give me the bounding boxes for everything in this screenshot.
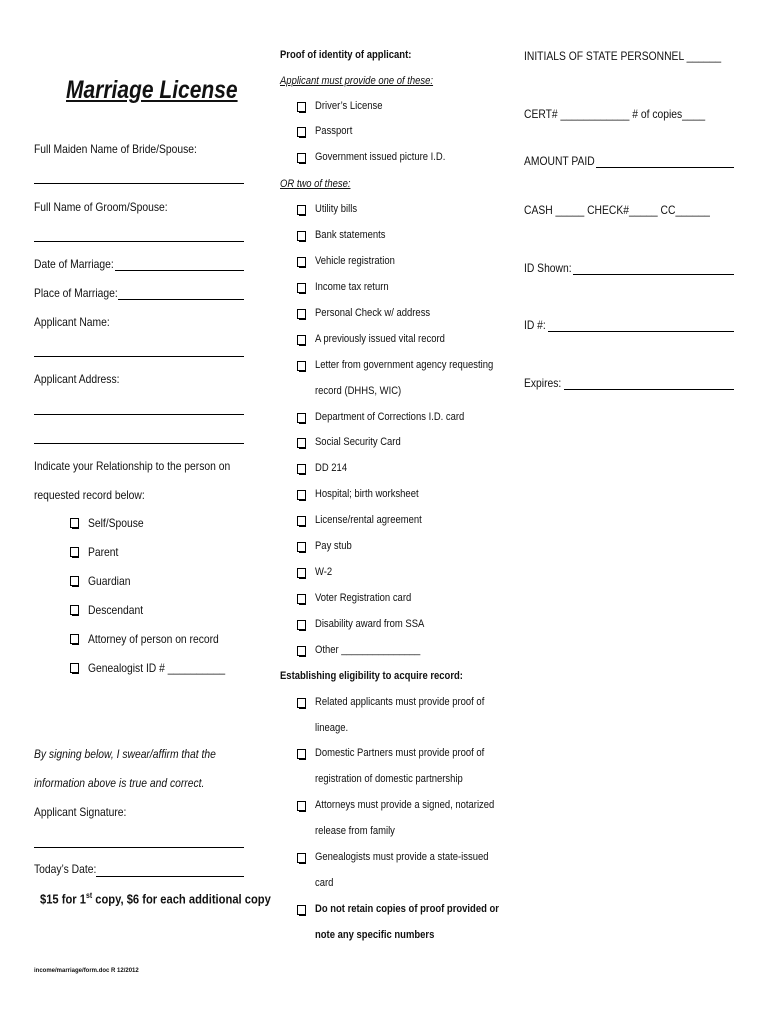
expires-label: Expires: xyxy=(524,376,562,390)
eligibility-heading: Establishing eligibility to acquire record: xyxy=(280,670,463,682)
todays-date-label: Today’s Date: xyxy=(34,862,97,876)
proof-heading: Proof of identity of applicant: xyxy=(280,49,412,61)
checkbox-icon[interactable] xyxy=(70,634,79,644)
id-number-field[interactable] xyxy=(548,331,734,332)
eligibility-rule: Genealogists must provide a state-issued xyxy=(315,851,489,863)
checkbox-icon[interactable] xyxy=(70,547,79,557)
id-option: Income tax return xyxy=(315,281,389,293)
id-option-other: Other _______________ xyxy=(315,644,421,656)
checkbox-icon[interactable] xyxy=(297,698,306,708)
id-option: Letter from government agency requesting xyxy=(315,359,494,371)
eligibility-rule-continued: lineage. xyxy=(315,722,349,734)
checkbox-icon[interactable] xyxy=(297,438,306,448)
place-of-marriage-label: Place of Marriage: xyxy=(34,286,118,300)
checkbox-icon[interactable] xyxy=(297,594,306,604)
checkbox-icon[interactable] xyxy=(70,576,79,586)
checkbox-icon[interactable] xyxy=(297,542,306,552)
must-provide-note: Applicant must provide one of these: xyxy=(280,75,434,87)
or-two-note: OR two of these: xyxy=(280,178,351,190)
amount-paid-field[interactable] xyxy=(596,167,734,168)
checkbox-icon[interactable] xyxy=(297,309,306,319)
checkbox-icon[interactable] xyxy=(297,490,306,500)
checkbox-icon[interactable] xyxy=(297,646,306,656)
eligibility-rule: Related applicants must provide proof of xyxy=(315,696,485,708)
applicant-address-field-2[interactable] xyxy=(34,443,244,444)
relationship-instruction-2: requested record below: xyxy=(34,488,145,502)
checkbox-icon[interactable] xyxy=(70,605,79,615)
checkbox-icon[interactable] xyxy=(297,568,306,578)
id-option: Hospital; birth worksheet xyxy=(315,488,419,500)
checkbox-icon[interactable] xyxy=(297,361,306,371)
applicant-address-label: Applicant Address: xyxy=(34,372,120,386)
checkbox-icon[interactable] xyxy=(297,205,306,215)
id-option: Government issued picture I.D. xyxy=(315,151,446,163)
checkbox-icon[interactable] xyxy=(70,518,79,528)
checkbox-icon[interactable] xyxy=(297,516,306,526)
id-option: Passport xyxy=(315,125,353,137)
id-option: A previously issued vital record xyxy=(315,333,445,345)
id-shown-field[interactable] xyxy=(573,274,734,275)
amount-paid-label: AMOUNT PAID xyxy=(524,154,595,168)
date-of-marriage-field[interactable] xyxy=(115,270,244,271)
maiden-name-field[interactable] xyxy=(34,183,244,184)
id-option: W-2 xyxy=(315,566,333,578)
relationship-option: Self/Spouse xyxy=(88,516,144,530)
id-option: License/rental agreement xyxy=(315,514,422,526)
relationship-instruction: Indicate your Relationship to the person on xyxy=(34,459,231,473)
checkbox-icon[interactable] xyxy=(297,853,306,863)
relationship-option: Parent xyxy=(88,545,119,559)
place-of-marriage-field[interactable] xyxy=(118,299,244,300)
expires-field[interactable] xyxy=(564,389,734,390)
relationship-option: Genealogist ID # __________ xyxy=(88,661,226,675)
eligibility-rule-continued: note any specific numbers xyxy=(315,929,435,941)
applicant-name-field[interactable] xyxy=(34,356,244,357)
applicant-address-field-1[interactable] xyxy=(34,414,244,415)
id-number-label: ID #: xyxy=(524,318,546,332)
checkbox-icon[interactable] xyxy=(297,127,306,137)
checkbox-icon[interactable] xyxy=(297,749,306,759)
checkbox-icon[interactable] xyxy=(297,102,306,112)
checkbox-icon[interactable] xyxy=(297,231,306,241)
id-option-continued: record (DHHS, WIC) xyxy=(315,385,402,397)
id-option: Personal Check w/ address xyxy=(315,307,431,319)
checkbox-icon[interactable] xyxy=(297,257,306,267)
payment-method-field[interactable]: CASH _____ CHECK#_____ CC______ xyxy=(524,203,710,217)
date-of-marriage-label: Date of Marriage: xyxy=(34,257,114,271)
eligibility-rule-continued: registration of domestic partnership xyxy=(315,773,463,785)
relationship-option: Descendant xyxy=(88,603,144,617)
id-shown-label: ID Shown: xyxy=(524,261,572,275)
id-option: Voter Registration card xyxy=(315,592,412,604)
initials-field[interactable]: INITIALS OF STATE PERSONNEL ______ xyxy=(524,49,722,63)
form-title: Marriage License xyxy=(66,76,238,104)
id-option: Vehicle registration xyxy=(315,255,395,267)
maiden-name-label: Full Maiden Name of Bride/Spouse: xyxy=(34,142,197,156)
swear-statement-2: information above is true and correct. xyxy=(34,776,205,790)
id-option: Driver’s License xyxy=(315,100,383,112)
eligibility-rule: Domestic Partners must provide proof of xyxy=(315,747,485,759)
groom-name-field[interactable] xyxy=(34,241,244,242)
relationship-option: Guardian xyxy=(88,574,131,588)
eligibility-rule-continued: release from family xyxy=(315,825,395,837)
checkbox-icon[interactable] xyxy=(297,905,306,915)
checkbox-icon[interactable] xyxy=(297,413,306,423)
fee-notice: $15 for 1st copy, $6 for each additional copy xyxy=(40,891,271,907)
id-option: Pay stub xyxy=(315,540,352,552)
id-option: DD 214 xyxy=(315,462,348,474)
checkbox-icon[interactable] xyxy=(297,464,306,474)
id-option: Utility bills xyxy=(315,203,358,215)
checkbox-icon[interactable] xyxy=(297,620,306,630)
id-option: Bank statements xyxy=(315,229,386,241)
form-footer: income/marriage/form.doc R 12/2012 xyxy=(34,968,139,974)
todays-date-field[interactable] xyxy=(96,876,244,877)
checkbox-icon[interactable] xyxy=(297,801,306,811)
checkbox-icon[interactable] xyxy=(297,283,306,293)
checkbox-icon[interactable] xyxy=(297,153,306,163)
id-option: Department of Corrections I.D. card xyxy=(315,411,465,423)
eligibility-rule-continued: card xyxy=(315,877,334,889)
id-option: Social Security Card xyxy=(315,436,401,448)
relationship-option: Attorney of person on record xyxy=(88,632,219,646)
eligibility-rule: Do not retain copies of proof provided or xyxy=(315,903,499,915)
id-option: Disability award from SSA xyxy=(315,618,425,630)
cert-field[interactable]: CERT# ____________ # of copies____ xyxy=(524,107,706,121)
checkbox-icon[interactable] xyxy=(70,663,79,673)
signature-label: Applicant Signature: xyxy=(34,805,127,819)
groom-name-label: Full Name of Groom/Spouse: xyxy=(34,200,168,214)
eligibility-rule: Attorneys must provide a signed, notarized xyxy=(315,799,495,811)
checkbox-icon[interactable] xyxy=(297,335,306,345)
swear-statement: By signing below, I swear/affirm that the xyxy=(34,747,216,761)
applicant-name-label: Applicant Name: xyxy=(34,315,110,329)
signature-field[interactable] xyxy=(34,847,244,848)
